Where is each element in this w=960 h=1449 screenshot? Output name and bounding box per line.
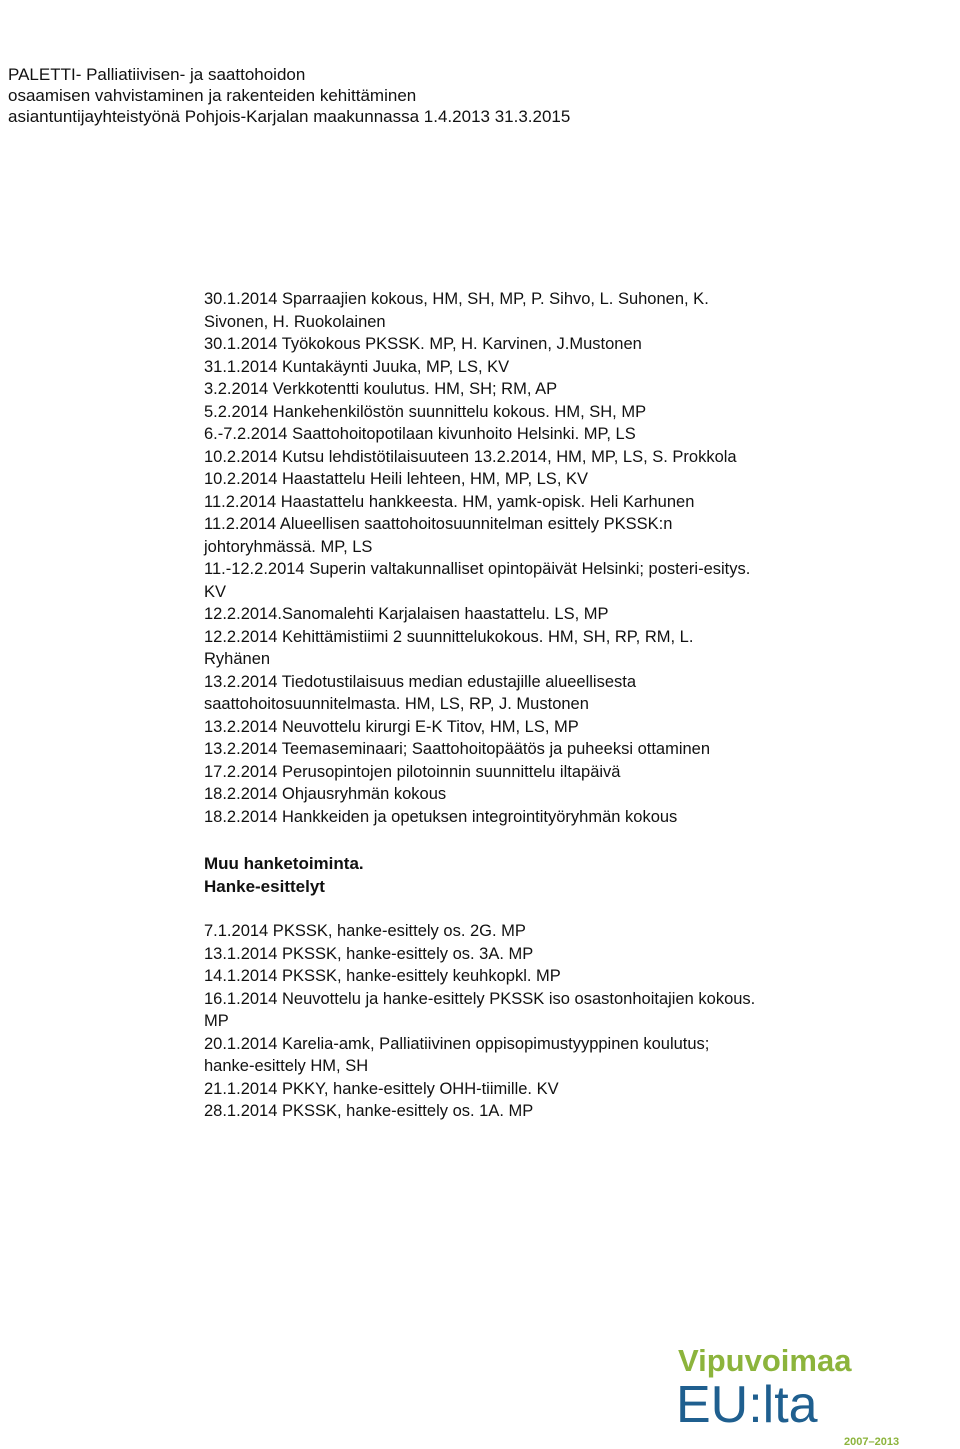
event-line: 31.1.2014 Kuntakäynti Juuka, MP, LS, KV xyxy=(204,357,510,376)
presentation-list xyxy=(204,920,904,1123)
event-line: 17.2.2014 Perusopintojen pilotoinnin suunnittelu iltapäivä xyxy=(204,762,621,781)
event-line: 12.2.2014.Sanomalehti Karjalaisen haastattelu. LS, MP xyxy=(204,605,609,623)
event-line: 10.2.2014 Haastattelu Heili lehteen, HM, MP, LS, KV xyxy=(204,470,588,488)
event-line: 13.2.2014 Neuvottelu kirurgi E-K Titov, HM, LS, MP xyxy=(204,717,579,736)
event-line: 11.-12.2.2014 Superin valtakunnalliset opintopäivät Helsinki; posteri-esitys. xyxy=(204,560,751,578)
presentation-line: 14.1.2014 PKSSK, hanke-esittely keuhkopkl. MP xyxy=(204,967,561,985)
presentation-line: 7.1.2014 PKSSK, hanke-esittely os. 2G. MP xyxy=(204,922,526,940)
event-line: 18.2.2014 Hankkeiden ja opetuksen integrointityöryhmän kokous xyxy=(204,807,678,826)
event-line: 30.1.2014 Sparraajien kokous, HM, SH, MP, P. Sihvo, L. Suhonen, K. xyxy=(204,290,709,308)
section-heading: Muu hanketoiminta. xyxy=(204,854,364,873)
event-line: 13.2.2014 Tiedotustilaisuus median edustajille alueellisesta xyxy=(204,672,637,691)
presentation-line: 16.1.2014 Neuvottelu ja hanke-esittely PKSSK iso osastonhoitajien kokous. xyxy=(204,989,756,1008)
event-line: 12.2.2014 Kehittämistiimi 2 suunnittelukokous. HM, SH, RP, RM, L. xyxy=(204,627,694,646)
presentation-line: hanke-esittely HM, SH xyxy=(204,1057,369,1075)
logo-years: 2007–2013 xyxy=(844,1436,900,1448)
vipuvoimaa-eu-logo xyxy=(672,1340,912,1448)
presentation-line: MP xyxy=(204,1012,229,1030)
presentation-line: 20.1.2014 Karelia-amk, Palliatiivinen oppisopimustyyppinen koulutus; xyxy=(204,1034,710,1053)
event-line: 5.2.2014 Hankehenkilöstön suunnittelu kokous. HM, SH, MP xyxy=(204,402,647,421)
event-line: 10.2.2014 Kutsu lehdistötilaisuuteen 13.2.2014, HM, MP, LS, S. Prokkola xyxy=(204,447,737,466)
event-line: johtoryhmässä. MP, LS xyxy=(204,537,373,556)
presentation-line: 21.1.2014 PKKY, hanke-esittely OHH-tiimille. KV xyxy=(204,1079,559,1098)
event-line: KV xyxy=(204,582,227,601)
event-line: saattohoitosuunnitelmasta. HM, LS, RP, J. Mustonen xyxy=(204,695,589,713)
event-line: Sivonen, H. Ruokolainen xyxy=(204,312,386,331)
event-line: 11.2.2014 Haastattelu hankkeesta. HM, yamk-opisk. Heli Karhunen xyxy=(204,492,695,511)
document-header xyxy=(8,64,570,127)
section-subheading: Hanke-esittelyt xyxy=(204,876,325,896)
event-line: 3.2.2014 Verkkotentti koulutus. HM, SH; RM, AP xyxy=(204,380,558,398)
header-title-line-2: osaamisen vahvistaminen ja rakenteiden kehittäminen xyxy=(8,86,417,105)
event-line: 13.2.2014 Teemaseminaari; Saattohoitopäätös ja puheeksi ottaminen xyxy=(204,740,711,758)
event-line: 30.1.2014 Työkokous PKSSK. MP, H. Karvinen, J.Mustonen xyxy=(204,335,642,353)
event-line: 6.-7.2.2014 Saattohoitopotilaan kivunhoito Helsinki. MP, LS xyxy=(204,425,636,443)
document-body xyxy=(204,288,904,1123)
event-line: 18.2.2014 Ohjausryhmän kokous xyxy=(204,785,447,803)
presentation-line: 28.1.2014 PKSSK, hanke-esittely os. 1A. MP xyxy=(204,1102,534,1120)
event-line: 11.2.2014 Alueellisen saattohoitosuunnitelman esittely PKSSK:n xyxy=(204,515,673,533)
header-title-line-3: asiantuntijayhteistyönä Pohjois-Karjalan maakunnassa 1.4.2013 31.3.2015 xyxy=(8,107,571,126)
presentation-line: 13.1.2014 PKSSK, hanke-esittely os. 3A. MP xyxy=(204,944,534,963)
header-title-line-1: PALETTI- Palliatiivisen- ja saattohoidon xyxy=(8,65,306,84)
event-list xyxy=(204,288,904,828)
logo-text-vipuvoimaa: Vipuvoimaa xyxy=(678,1343,852,1378)
logo-text-eu: EU:lta xyxy=(676,1376,818,1434)
event-line: Ryhänen xyxy=(204,650,271,668)
